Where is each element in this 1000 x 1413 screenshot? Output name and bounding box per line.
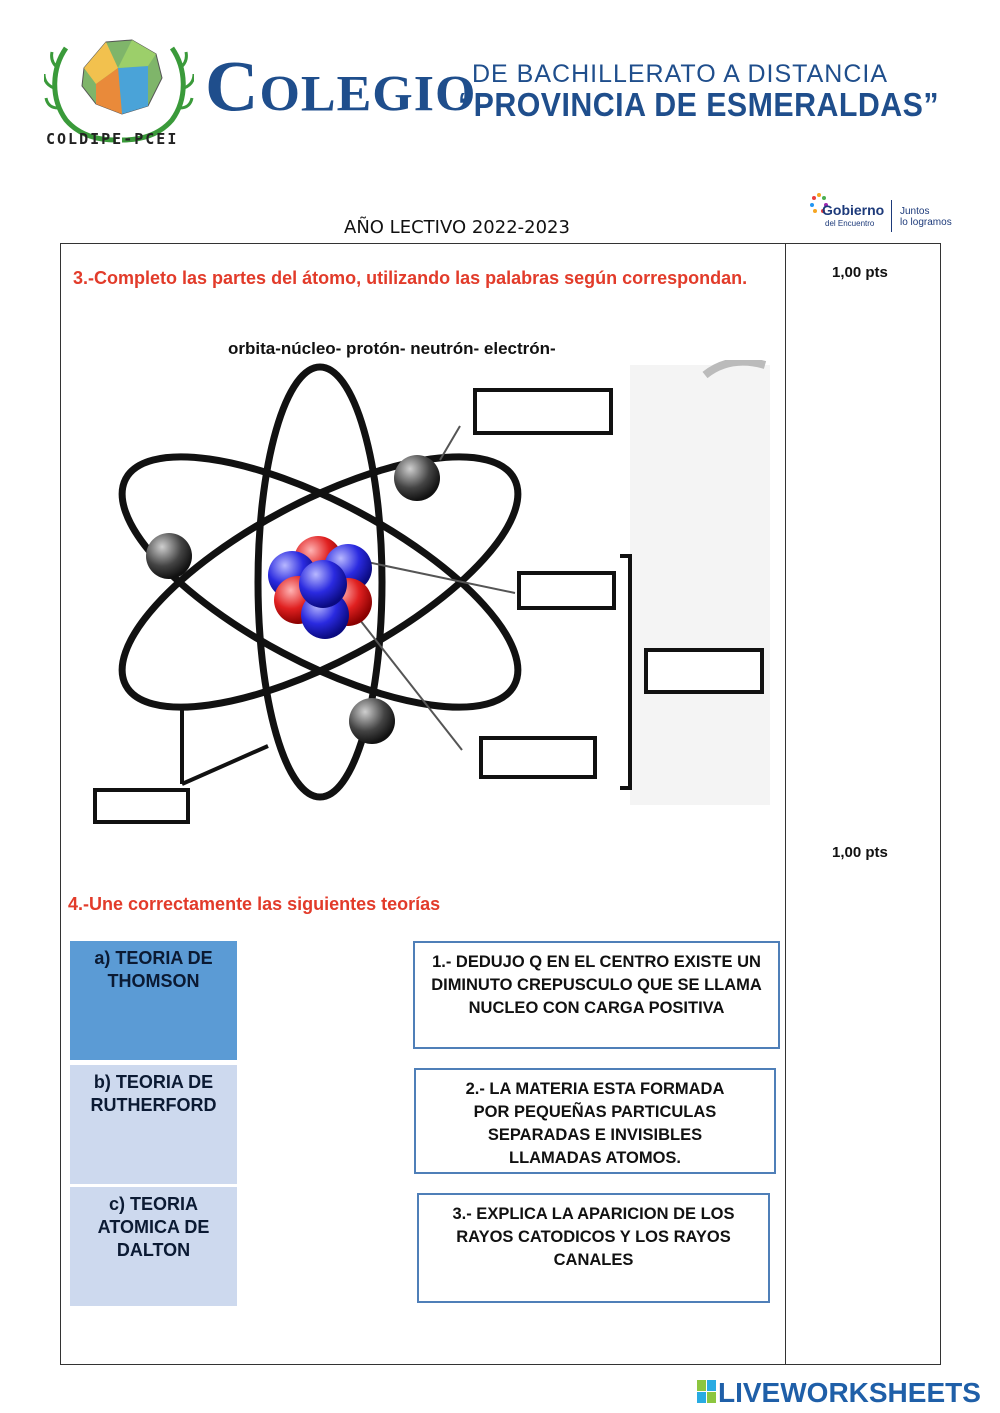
electron-sphere bbox=[394, 455, 440, 501]
brand-colegio: Colegio bbox=[205, 46, 477, 128]
nucleus-bracket bbox=[620, 556, 630, 788]
orbit-bracket-diagonal bbox=[182, 746, 268, 784]
liveworksheets-logo-icon bbox=[697, 1380, 717, 1404]
description-1[interactable]: 1.- DEDUJO Q EN EL CENTRO EXISTE UN DIMINUTO CREPUSCULO QUE SE LLAMA NUCLEO CON CARGA POSITIVA bbox=[413, 941, 780, 1049]
background-smudge bbox=[630, 365, 770, 805]
gov-name: Gobierno bbox=[822, 202, 885, 218]
pointer-line-proton bbox=[348, 558, 515, 593]
q3-points: 1,00 pts bbox=[832, 264, 888, 281]
word-bank: orbita-núcleo- protón- neutrón- electrón- bbox=[228, 339, 556, 358]
electron-sphere bbox=[349, 698, 395, 744]
answer-box-electron[interactable] bbox=[475, 390, 611, 433]
gov-subtitle: del Encuentro bbox=[825, 219, 875, 228]
brand-school-name: “PROVINCIA DE ESMERALDAS” bbox=[458, 86, 940, 123]
atom-diagram bbox=[80, 360, 780, 840]
theory-thomson[interactable]: a) TEORIA DE THOMSON bbox=[70, 941, 237, 1060]
description-3[interactable]: 3.- EXPLICA LA APARICION DE LOS RAYOS CATODICOS Y LOS RAYOS CANALES bbox=[417, 1193, 770, 1303]
liveworksheets-brand: LIVEWORKSHEETS bbox=[718, 1377, 981, 1408]
nucleus bbox=[268, 536, 372, 639]
q3-title bbox=[68, 267, 768, 290]
electron-sphere bbox=[146, 533, 192, 579]
answer-box-neutron[interactable] bbox=[481, 738, 595, 777]
school-year: AÑO LECTIVO 2022-2023 bbox=[344, 217, 570, 238]
theory-dalton[interactable]: c) TEORIA ATOMICA DE DALTON bbox=[70, 1187, 237, 1306]
brand-subtitle: DE BACHILLERATO A DISTANCIA bbox=[472, 60, 889, 88]
theory-rutherford[interactable]: b) TEORIA DE RUTHERFORD bbox=[70, 1065, 237, 1184]
gov-slogan-line-1: Juntos bbox=[900, 206, 930, 217]
answer-box-nucleus[interactable] bbox=[646, 650, 762, 692]
school-logo-caption: COLDIPE-PCEI bbox=[46, 130, 179, 148]
neutron-sphere bbox=[299, 560, 347, 608]
gov-slogan-line-2: lo logramos bbox=[900, 217, 952, 228]
q4-points: 1,00 pts bbox=[832, 844, 888, 861]
answer-box-proton[interactable] bbox=[519, 573, 614, 608]
q3-title-text: 3.-Completo las partes del átomo, utilizando las palabras según correspondan. bbox=[73, 268, 748, 288]
answer-box-orbit[interactable] bbox=[95, 790, 188, 822]
q4-title: 4.-Une correctamente las siguientes teorías bbox=[68, 894, 441, 914]
description-2[interactable]: 2.- LA MATERIA ESTA FORMADA POR PEQUEÑAS PARTICULAS SEPARADAS E INVISIBLES LLAMADAS ATOMOS. bbox=[414, 1068, 776, 1174]
points-column-divider bbox=[785, 243, 786, 1365]
